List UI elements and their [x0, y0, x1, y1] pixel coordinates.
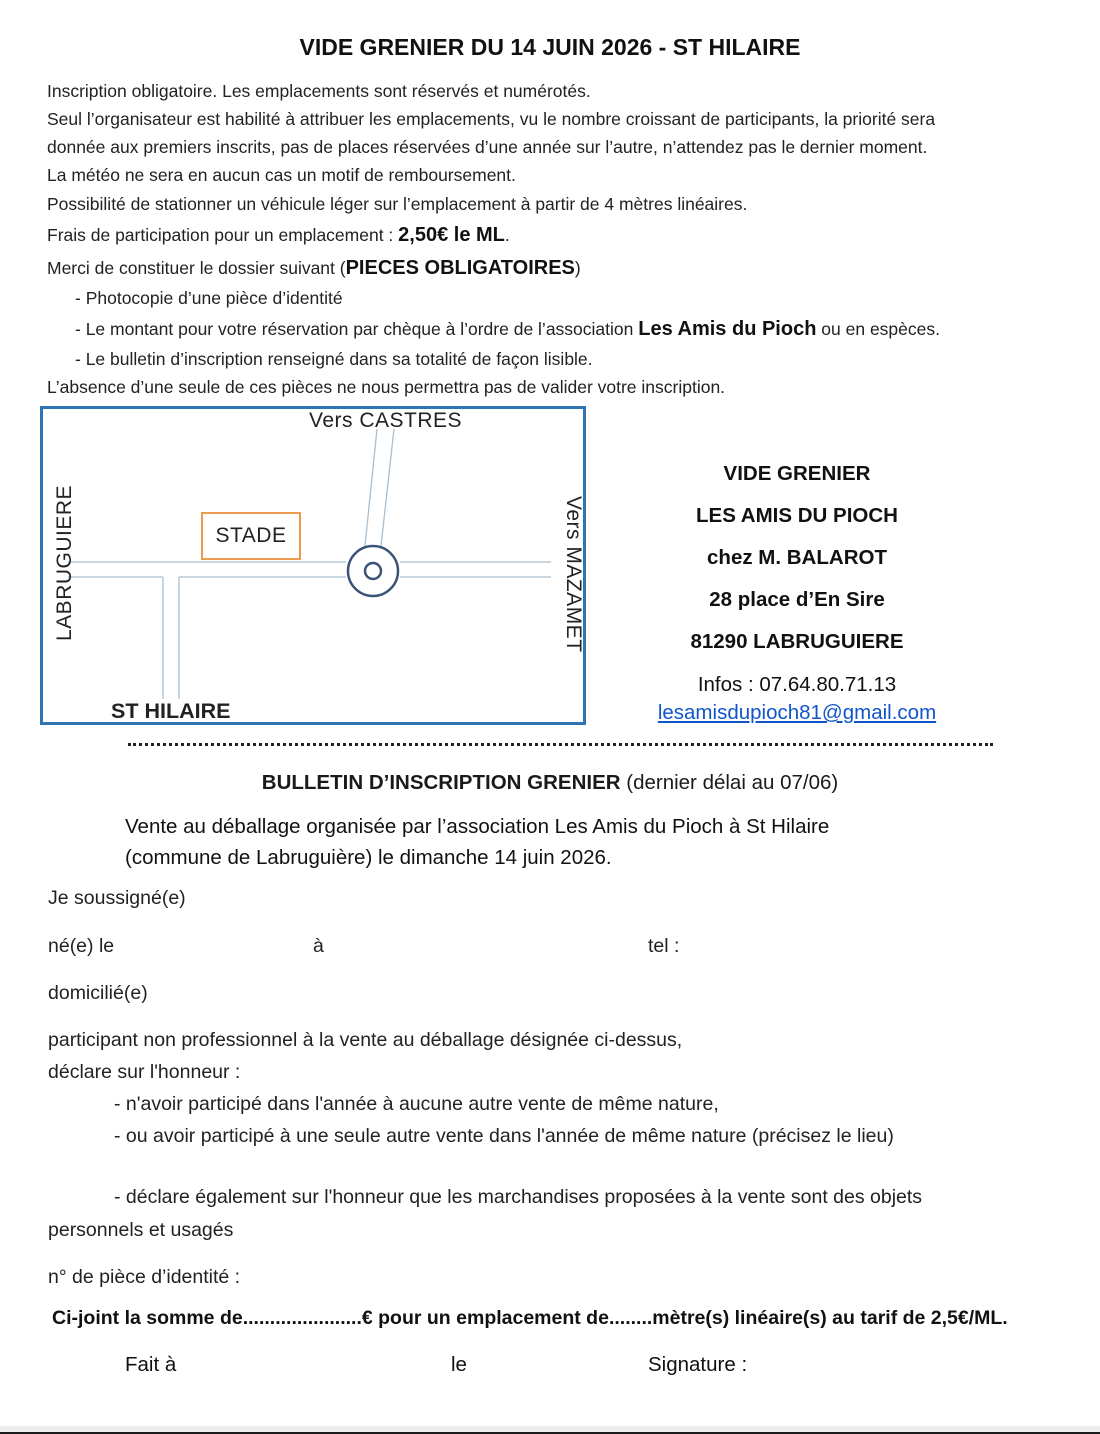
fait-a-label: Fait à	[125, 1353, 177, 1376]
address-line-1: VIDE GRENIER	[723, 462, 871, 485]
signature-label: Signature :	[648, 1353, 748, 1376]
address-line-5: 81290 LABRUGUIERE	[690, 630, 904, 653]
declaration-3: - déclare également sur l'honneur que les marchandises proposées à la vente sont des objets	[114, 1186, 923, 1208]
email-container	[612, 701, 982, 725]
payment-line: Ci-joint la somme de......................€ pour un emplacement de........mètre(s) linéaire(s) au tarif de 2,5€/ML.	[52, 1307, 1008, 1329]
participant-line: participant non professionnel à la vente au déballage désignée ci-dessus,	[48, 1029, 683, 1051]
piece-2-prefix: - Le montant pour votre réservation par chèque à l’ordre de l’association	[75, 319, 639, 339]
bulletin-title-bold: BULLETIN D’INSCRIPTION GRENIER	[261, 771, 621, 794]
declaration-1: - n'avoir participé dans l'année à aucune autre vente de même nature,	[114, 1093, 719, 1115]
stade-marker: STADE	[201, 512, 301, 560]
fee-amount: 2,50€ le ML	[398, 224, 505, 246]
address-line-2: LES AMIS DU PIOCH	[696, 504, 898, 527]
address-line-3: chez M. BALAROT	[707, 546, 887, 569]
dossier-line	[47, 257, 581, 280]
dotted-separator	[128, 735, 993, 746]
absence-line: L’absence d’une seule de ces pièces ne nous permettra pas de valider votre inscription.	[47, 377, 726, 397]
tel-label: tel :	[648, 935, 680, 957]
map-label-west: LABRUGUIERE	[53, 484, 76, 641]
date-label: le	[451, 1353, 467, 1376]
map-label-south: ST HILAIRE	[111, 699, 231, 723]
email-link[interactable]: lesamisdupioch81@gmail.com	[657, 701, 937, 724]
piece-item-2	[75, 318, 940, 341]
piece-identite-label: n° de pièce d’identité :	[48, 1266, 241, 1288]
map-label-east: Vers MAZAMET	[562, 496, 585, 653]
page-title: VIDE GRENIER DU 14 JUIN 2026 - ST HILAIRE	[299, 34, 801, 60]
ne-le-label: né(e) le	[48, 935, 115, 957]
infos-phone: Infos : 07.64.80.71.13	[697, 673, 897, 696]
declaration-3-cont: personnels et usagés	[48, 1219, 234, 1241]
map-label-north: Vers CASTRES	[309, 409, 463, 432]
piece-item-1: - Photocopie d’une pièce d’identité	[75, 288, 343, 308]
dossier-suffix: )	[574, 258, 581, 278]
declare-line: déclare sur l'honneur :	[48, 1061, 241, 1083]
association-name: Les Amis du Pioch	[638, 318, 817, 340]
dossier-bold: PIECES OBLIGATOIRES	[345, 257, 575, 279]
intro-line: Possibilité de stationner un véhicule léger sur l’emplacement à partir de 4 mètres linéaires.	[47, 194, 748, 214]
domicilie-label: domicilié(e)	[48, 982, 148, 1004]
fee-suffix: .	[504, 225, 510, 245]
intro-line: donnée aux premiers inscrits, pas de places réservées d’une année sur l’autre, n’attendez pas le dernier moment.	[47, 137, 928, 157]
bulletin-title	[0, 771, 1100, 795]
address-line-4: 28 place d’En Sire	[709, 588, 885, 611]
intro-line: La météo ne sera en aucun cas un motif de remboursement.	[47, 165, 516, 185]
soussigne-label: Je soussigné(e)	[48, 887, 186, 909]
piece-2-suffix: ou en espèces.	[816, 319, 940, 339]
dossier-prefix: Merci de constituer le dossier suivant (	[47, 258, 346, 278]
declaration-2: - ou avoir participé à une seule autre vente dans l'année de même nature (précisez le lieu)	[114, 1125, 894, 1147]
fee-prefix: Frais de participation pour un emplacement :	[47, 225, 399, 245]
access-map	[40, 406, 586, 725]
fee-line	[47, 224, 510, 247]
piece-item-3: - Le bulletin d’inscription renseigné dans sa totalité de façon lisible.	[75, 349, 593, 369]
bulletin-deadline: (dernier délai au 07/06)	[620, 771, 839, 794]
intro-line: Seul l’organisateur est habilité à attribuer les emplacements, vu le nombre croissant de participants, la priorité sera	[47, 109, 936, 129]
vente-line-2: (commune de Labruguière) le dimanche 14 juin 2026.	[125, 846, 612, 869]
vente-line-1: Vente au déballage organisée par l’association Les Amis du Pioch à St Hilaire	[125, 815, 830, 838]
map-roads	[43, 409, 583, 722]
ne-a-label: à	[313, 935, 324, 957]
intro-line: Inscription obligatoire. Les emplacements sont réservés et numérotés.	[47, 81, 591, 101]
